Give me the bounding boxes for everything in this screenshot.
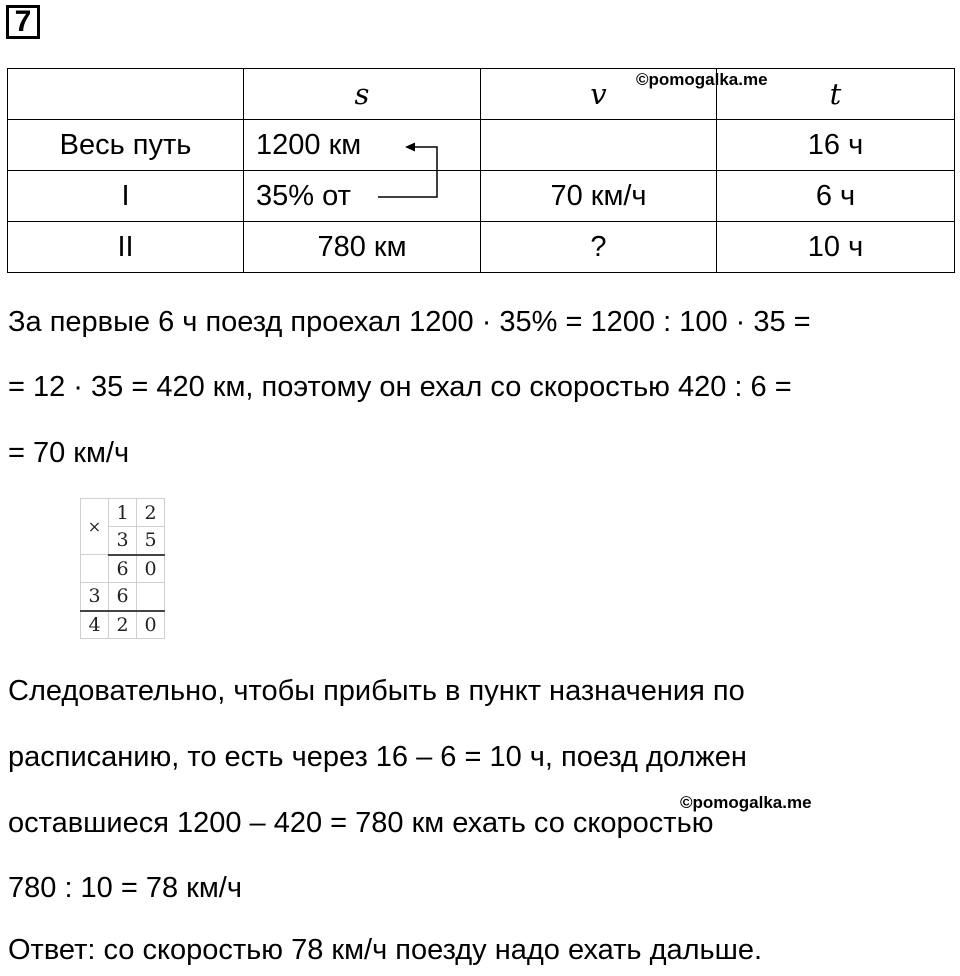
calc-digit: 2 [137,499,165,527]
task-number: 7 [6,5,40,39]
calc-digit: 3 [81,583,109,611]
watermark-top: ©pomogalka.me [636,70,768,89]
table-row [8,222,955,273]
header-cell-time [717,69,955,120]
calc-digit: 2 [109,611,137,639]
header-distance-label: s [354,76,370,111]
distance-cell: 1200 км [244,120,481,171]
header-cell-distance [244,69,481,120]
row-label: II [8,222,244,273]
calc-digit: 4 [81,611,109,639]
solution-line-5: расписанию, то есть через 16 – 6 = 10 ч, поезд должен [8,741,747,773]
time-cell: 10 ч [717,222,955,273]
calc-digit: 6 [109,583,137,611]
table-header-row [8,69,955,120]
answer-line: Ответ: со скоростью 78 км/ч поезду надо ехать дальше. [8,934,763,966]
distance-cell: 35% от [244,171,481,222]
solution-line-1: За первые 6 ч поезд проехал 1200 · 35% = 1200 : 100 · 35 = [8,306,811,338]
watermark-bottom: ©pomogalka.me [680,793,812,812]
speed-cell: ? [481,222,717,273]
calc-digit: 5 [137,527,165,555]
solution-line-2: = 12 · 35 = 420 км, поэтому он ехал со скоростью 420 : 6 = [8,371,792,403]
calc-digit: 0 [137,555,165,583]
time-cell: 6 ч [717,171,955,222]
table-row [8,120,955,171]
multiply-sign: × [81,499,109,555]
speed-cell: 70 км/ч [481,171,717,222]
header-time-label: t [829,76,842,111]
solution-line-3: = 70 км/ч [8,437,130,469]
row-label: Весь путь [8,120,244,171]
speed-cell [481,120,717,171]
problem-table [7,68,955,273]
solution-line-6: оставшиеся 1200 – 420 = 780 км ехать со скоростью [8,807,714,839]
distance-cell: 780 км [244,222,481,273]
calc-digit: 0 [137,611,165,639]
calc-digit [137,583,165,611]
multiplication-column [80,498,165,639]
header-cell-empty [8,69,244,120]
calc-digit: 3 [109,527,137,555]
header-cell-speed [481,69,717,120]
table-row [8,171,955,222]
calc-digit [81,555,109,583]
row-label: I [8,171,244,222]
time-cell: 16 ч [717,120,955,171]
solution-line-4: Следовательно, чтобы прибыть в пункт назначения по [8,675,745,707]
calc-digit: 6 [109,555,137,583]
header-speed-label: v [590,76,607,111]
calc-digit: 1 [109,499,137,527]
solution-line-7: 780 : 10 = 78 км/ч [8,872,242,904]
